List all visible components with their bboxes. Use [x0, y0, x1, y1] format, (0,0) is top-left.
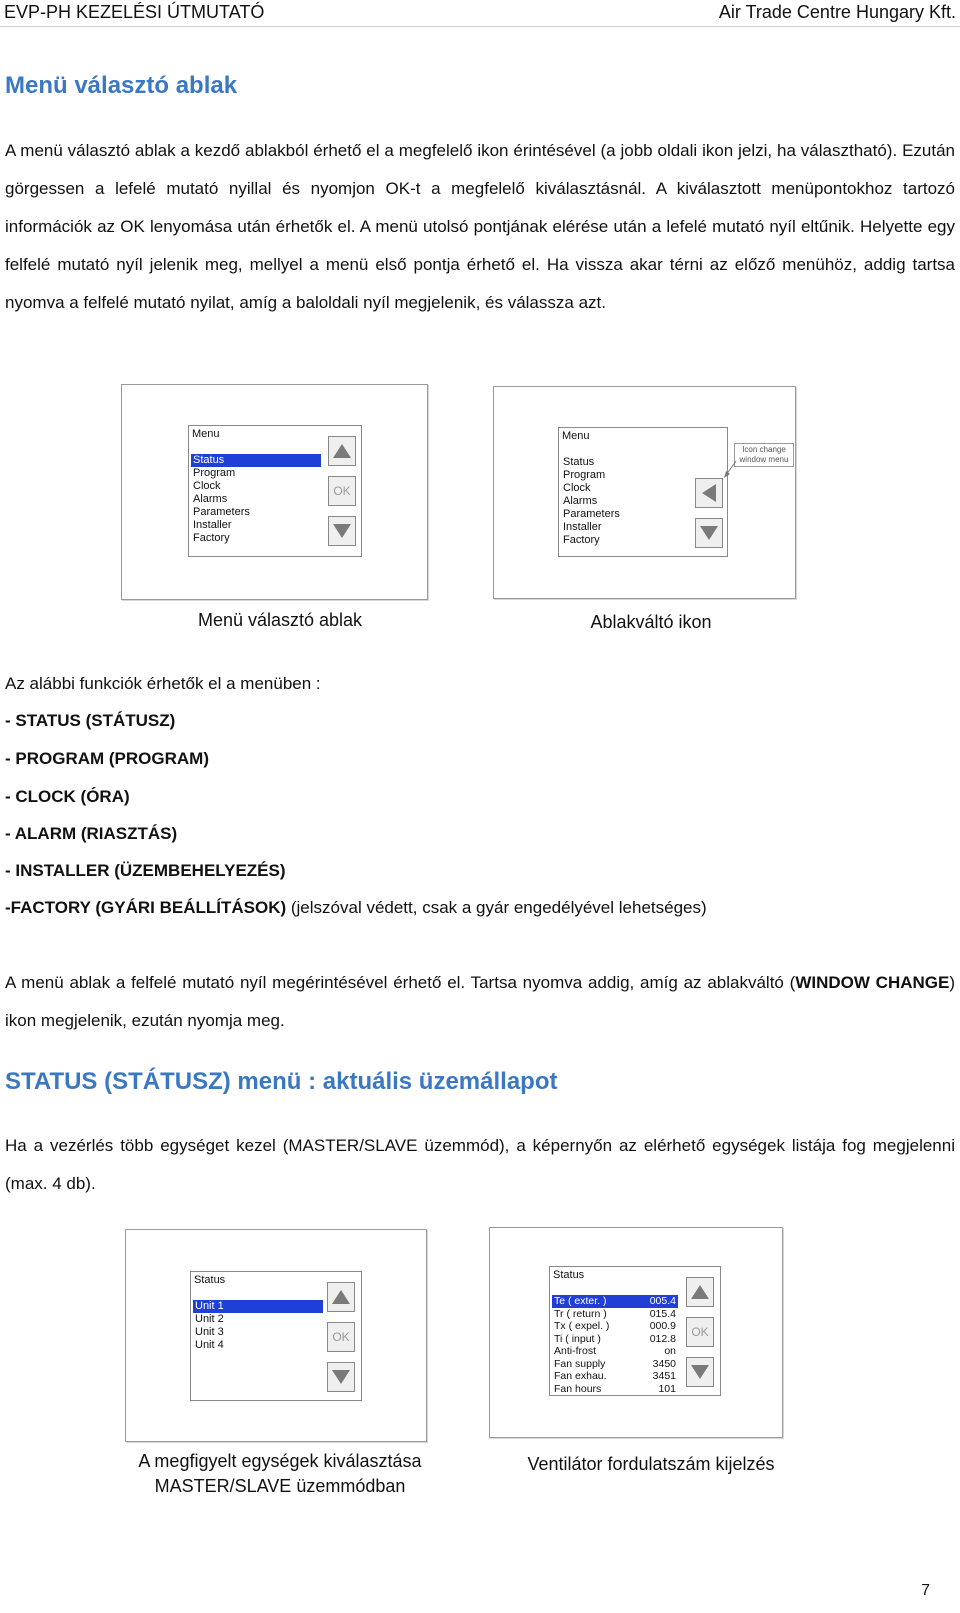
arrow-down-button[interactable] — [327, 1362, 355, 1392]
arrow-up-icon — [687, 1278, 713, 1306]
arrow-down-icon — [696, 519, 722, 547]
device-fan-speed-display — [489, 1227, 783, 1438]
menu-item-alarms[interactable]: Alarms — [563, 495, 598, 507]
document-title: EVP-PH KEZELÉSI ÚTMUTATÓ — [4, 2, 265, 22]
arrow-up-icon — [328, 1283, 354, 1311]
arrow-down-button[interactable] — [695, 518, 723, 548]
unit-item-1[interactable]: Unit 1 — [193, 1300, 323, 1313]
function-factory — [5, 898, 707, 918]
status-row[interactable]: Tr ( return ) 015.4 — [554, 1307, 676, 1320]
function-factory-label: -FACTORY (GYÁRI BEÁLLÍTÁSOK) — [5, 898, 287, 917]
arrow-up-button[interactable] — [328, 436, 356, 466]
functions-intro: Az alábbi funkciók érhetők el a menüben : — [5, 674, 321, 693]
unit-item-3[interactable]: Unit 3 — [195, 1326, 224, 1338]
screen-title: Menu — [192, 428, 220, 440]
figure3-caption: A megfigyelt egységek kiválasztása MASTER/SLAVE üzemmódban — [138, 1451, 422, 1496]
figure4-caption: Ventilátor fordulatszám kijelzés — [527, 1454, 775, 1474]
window-change-paragraph: A menü ablak a felfelé mutató nyíl megérintésével érhető el. Tartsa nyomva addig, amíg az ablakváltó (WINDOW CHANGE) ikon megjelenik, ezután nyomja meg. — [5, 973, 956, 1030]
function-program: - PROGRAM (PROGRAM) — [5, 749, 209, 768]
menu-item-clock[interactable]: Clock — [193, 480, 221, 492]
menu-item-program[interactable]: Program — [563, 469, 606, 481]
device-screen — [549, 1266, 721, 1396]
device-window-change — [493, 386, 796, 599]
menu-item-installer[interactable]: Installer — [563, 521, 602, 533]
function-clock: - CLOCK (ÓRA) — [5, 787, 130, 806]
window-change-term: WINDOW CHANGE — [795, 973, 950, 992]
menu-item-status[interactable]: Status — [563, 456, 595, 468]
figure1-caption: Menü választó ablak — [197, 610, 363, 630]
ok-button[interactable]: OK — [327, 1322, 355, 1352]
arrow-down-icon — [328, 1363, 354, 1391]
company-name: Air Trade Centre Hungary Kft. — [718, 2, 956, 22]
menu-item-factory[interactable]: Factory — [193, 532, 230, 544]
arrow-down-icon — [329, 517, 355, 545]
section-title-menu-window: Menü választó ablak — [5, 72, 238, 99]
arrow-down-button[interactable] — [686, 1357, 714, 1387]
menu-item-parameters[interactable]: Parameters — [193, 506, 250, 518]
arrow-left-icon — [696, 479, 722, 507]
arrow-up-button[interactable] — [686, 1277, 714, 1307]
ok-button[interactable]: OK — [686, 1317, 714, 1347]
function-factory-note: (jelszóval védett, csak a gyár engedélyével lehetséges) — [286, 898, 707, 917]
menu-item-parameters[interactable]: Parameters — [563, 508, 620, 520]
screen-title: Menu — [562, 430, 590, 442]
screen-title: Status — [553, 1269, 585, 1281]
function-status: - STATUS (STÁTUSZ) — [5, 711, 176, 730]
device-screen — [190, 1271, 362, 1401]
arrow-down-button[interactable] — [328, 516, 356, 546]
device-screen — [558, 427, 728, 557]
status-row[interactable]: Fan hours 101 — [554, 1382, 676, 1395]
device-menu-window — [121, 384, 428, 600]
menu-item-status[interactable]: Status — [191, 454, 321, 467]
function-installer: - INSTALLER (ÜZEMBEHELYEZÉS) — [5, 861, 286, 880]
menu-item-clock[interactable]: Clock — [563, 482, 591, 494]
section-title-status-menu: STATUS (STÁTUSZ) menü : aktuális üzemállapot — [5, 1068, 558, 1095]
ok-button[interactable]: OK — [328, 476, 356, 506]
note-pointer-arrow-icon — [722, 459, 738, 479]
section1-paragraph: A menü választó ablak a kezdő ablakból érhető el a megfelelő ikon érintésével (a jobb oldali ikon jelzi, ha választható). Ezután görgessen a lefelé mutató nyillal és nyomjon OK-t a megfelelő kiválasztásnál. A kiválasztott menüpontokhoz tartozó információk az OK lenyomása után érhetők el. A menü utolsó pontjának elérése után a lefelé mutató nyíl eltűnik. Helyette egy felfelé mutató nyíl jelenik meg, mellyel a menü első pontja érhető el. Ha vissza akar térni az előző menühöz, addig tartsa nyomva a felfelé mutató nyilat, amíg a baloldali nyíl megjelenik, és válassza azt. — [5, 141, 955, 312]
menu-item-program[interactable]: Program — [193, 467, 236, 479]
unit-item-2[interactable]: Unit 2 — [195, 1313, 224, 1325]
section2-paragraph: Ha a vezérlés több egységet kezel (MASTER/SLAVE üzemmód), a képernyőn az elérhető egységek listája fog megjelenni (max. 4 db). — [5, 1136, 955, 1193]
status-row[interactable]: Fan supply 3450 — [554, 1357, 676, 1370]
status-row[interactable]: Tx ( expel. ) 000.9 — [554, 1320, 676, 1332]
arrow-down-icon — [687, 1358, 713, 1386]
status-row[interactable]: Te ( exter. ) 005.4 — [554, 1295, 676, 1307]
device-screen — [188, 425, 362, 557]
window-change-button[interactable] — [695, 478, 723, 508]
arrow-up-icon — [329, 437, 355, 465]
unit-item-4[interactable]: Unit 4 — [195, 1339, 224, 1351]
arrow-up-button[interactable] — [327, 1282, 355, 1312]
status-row[interactable]: Ti ( input ) 012.8 — [554, 1332, 676, 1345]
status-row[interactable]: Anti-frost on — [554, 1345, 676, 1357]
menu-item-installer[interactable]: Installer — [193, 519, 232, 531]
device-unit-selection — [125, 1229, 427, 1442]
status-row[interactable]: Fan exhau. 3451 — [554, 1370, 676, 1382]
icon-change-note: Icon change window menu — [734, 443, 794, 467]
function-alarm: - ALARM (RIASZTÁS) — [5, 824, 178, 843]
menu-item-factory[interactable]: Factory — [563, 534, 600, 546]
screen-title: Status — [194, 1274, 226, 1286]
menu-item-alarms[interactable]: Alarms — [193, 493, 228, 505]
figure2-caption: Ablakváltó ikon — [590, 612, 712, 632]
page-number: 7 — [921, 1582, 930, 1599]
page-header — [0, 0, 960, 27]
